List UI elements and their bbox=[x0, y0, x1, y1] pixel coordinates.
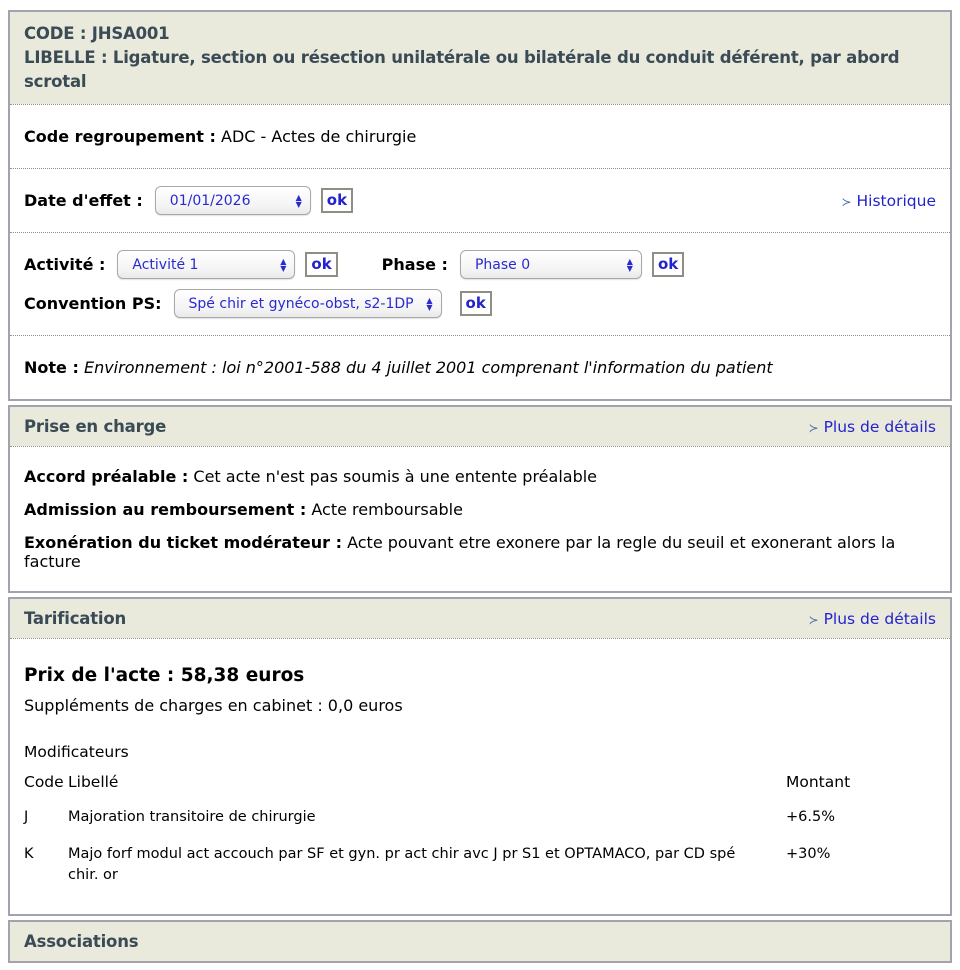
date-effet-ok-button[interactable]: ok bbox=[321, 188, 353, 213]
prise-en-charge-title: Prise en charge bbox=[24, 417, 167, 436]
acte-panel bbox=[8, 10, 952, 401]
admission-remboursement-line bbox=[24, 500, 936, 519]
phase-label: Phase : bbox=[381, 255, 448, 274]
code-regroupement-row bbox=[10, 105, 950, 168]
modificateur-code: K bbox=[24, 846, 34, 862]
activite-label: Activité : bbox=[24, 255, 106, 274]
date-effet-label: Date d'effet : bbox=[24, 191, 143, 210]
prix-acte-value: 58,38 euros bbox=[180, 665, 305, 686]
acte-libelle-line: LIBELLE : Ligature, section ou résection unilatérale ou bilatérale du conduit déférent, par abord scrotal bbox=[24, 48, 900, 91]
prix-acte-line bbox=[24, 665, 936, 686]
activite-select-value: Activité 1 bbox=[132, 256, 199, 273]
code-regroupement-label: Code regroupement : bbox=[24, 127, 216, 146]
prise-en-charge-header bbox=[10, 407, 950, 446]
phase-ok-button[interactable]: ok bbox=[652, 252, 684, 277]
modificateur-code: J bbox=[24, 809, 29, 825]
modificateur-montant: +30% bbox=[786, 846, 831, 862]
note-row bbox=[10, 336, 950, 399]
modificateur-row-k bbox=[24, 836, 936, 894]
exoneration-text: Acte pouvant etre exonere par la regle du seuil et exonerant alors la facture bbox=[24, 533, 896, 571]
prix-acte-label: Prix de l'acte : bbox=[24, 665, 175, 686]
convention-ps-ok-button[interactable]: ok bbox=[460, 291, 492, 316]
modificateurs-table bbox=[24, 765, 936, 894]
next-section-title: Associations bbox=[24, 932, 139, 951]
convention-ps-select-value: Spé chir et gynéco-obst, s2-1DP bbox=[188, 295, 414, 312]
column-code: Code bbox=[24, 773, 64, 791]
tarification-header bbox=[10, 599, 950, 638]
note-text: Environnement : loi n°2001-588 du 4 juillet 2001 comprenant l'information du patient bbox=[83, 358, 773, 377]
select-arrows-icon: ▲ ▼ bbox=[280, 256, 287, 273]
tarification-content bbox=[10, 639, 950, 914]
modificateur-row-j bbox=[24, 799, 936, 836]
phase-select[interactable] bbox=[460, 250, 642, 279]
modificateur-libelle: Majoration transitoire de chirurgie bbox=[68, 809, 316, 825]
code-regroupement-value: ADC - Actes de chirurgie bbox=[221, 127, 417, 146]
convention-ps-label: Convention PS: bbox=[24, 294, 162, 313]
admission-remboursement-label: Admission au remboursement : bbox=[24, 500, 307, 519]
link-arrow-icon: ≻ bbox=[841, 194, 852, 209]
select-arrows-icon: ▲ ▼ bbox=[295, 192, 302, 209]
select-arrows-icon: ▲ ▼ bbox=[426, 295, 433, 312]
date-effet-select-value: 01/01/2026 bbox=[169, 192, 251, 209]
phase-select-value: Phase 0 bbox=[474, 256, 531, 273]
modificateurs-title: Modificateurs bbox=[24, 743, 129, 761]
modificateur-libelle: Majo forf modul act accouch par SF et gyn. pr act chir avc J pr S1 et OPTAMACO, par CD spé chir. or bbox=[68, 846, 736, 883]
convention-ps-select[interactable] bbox=[174, 289, 442, 318]
modificateur-montant: +6.5% bbox=[786, 809, 835, 825]
column-libelle: Libellé bbox=[68, 773, 119, 791]
next-section-header bbox=[10, 922, 950, 961]
tarification-details-link[interactable] bbox=[809, 610, 936, 628]
link-arrow-icon: ≻ bbox=[808, 420, 819, 435]
activite-ok-button[interactable]: ok bbox=[305, 252, 337, 277]
exoneration-label: Exonération du ticket modérateur : bbox=[24, 533, 342, 552]
supplements-line: Suppléments de charges en cabinet : 0,0 euros bbox=[24, 696, 403, 715]
tarification-title: Tarification bbox=[24, 609, 127, 628]
note-label: Note : bbox=[24, 358, 79, 377]
exoneration-line bbox=[24, 533, 936, 571]
column-montant: Montant bbox=[786, 773, 851, 791]
accord-prealable-line bbox=[24, 467, 936, 486]
date-effet-select[interactable] bbox=[155, 186, 311, 215]
next-section-panel bbox=[8, 920, 952, 963]
prise-en-charge-panel bbox=[8, 405, 952, 593]
acte-code-line: CODE : JHSA001 bbox=[24, 24, 170, 43]
admission-remboursement-text: Acte remboursable bbox=[311, 500, 463, 519]
prise-en-charge-details-link[interactable] bbox=[809, 418, 936, 436]
details-link-label: Plus de détails bbox=[823, 417, 936, 436]
details-link-label: Plus de détails bbox=[823, 609, 936, 628]
link-arrow-icon: ≻ bbox=[808, 612, 819, 627]
date-effet-row bbox=[10, 169, 950, 232]
accord-prealable-text: Cet acte n'est pas soumis à une entente préalable bbox=[193, 467, 598, 486]
historique-link[interactable] bbox=[841, 192, 936, 210]
activite-select[interactable] bbox=[117, 250, 295, 279]
select-arrows-icon: ▲ ▼ bbox=[626, 256, 633, 273]
tarification-panel bbox=[8, 597, 952, 916]
accord-prealable-label: Accord préalable : bbox=[24, 467, 189, 486]
prise-en-charge-content bbox=[10, 447, 950, 591]
modificateurs-header-row bbox=[24, 765, 936, 799]
acte-header bbox=[10, 12, 950, 104]
historique-link-label: Historique bbox=[856, 191, 936, 210]
activite-phase-convention-row bbox=[10, 233, 950, 335]
